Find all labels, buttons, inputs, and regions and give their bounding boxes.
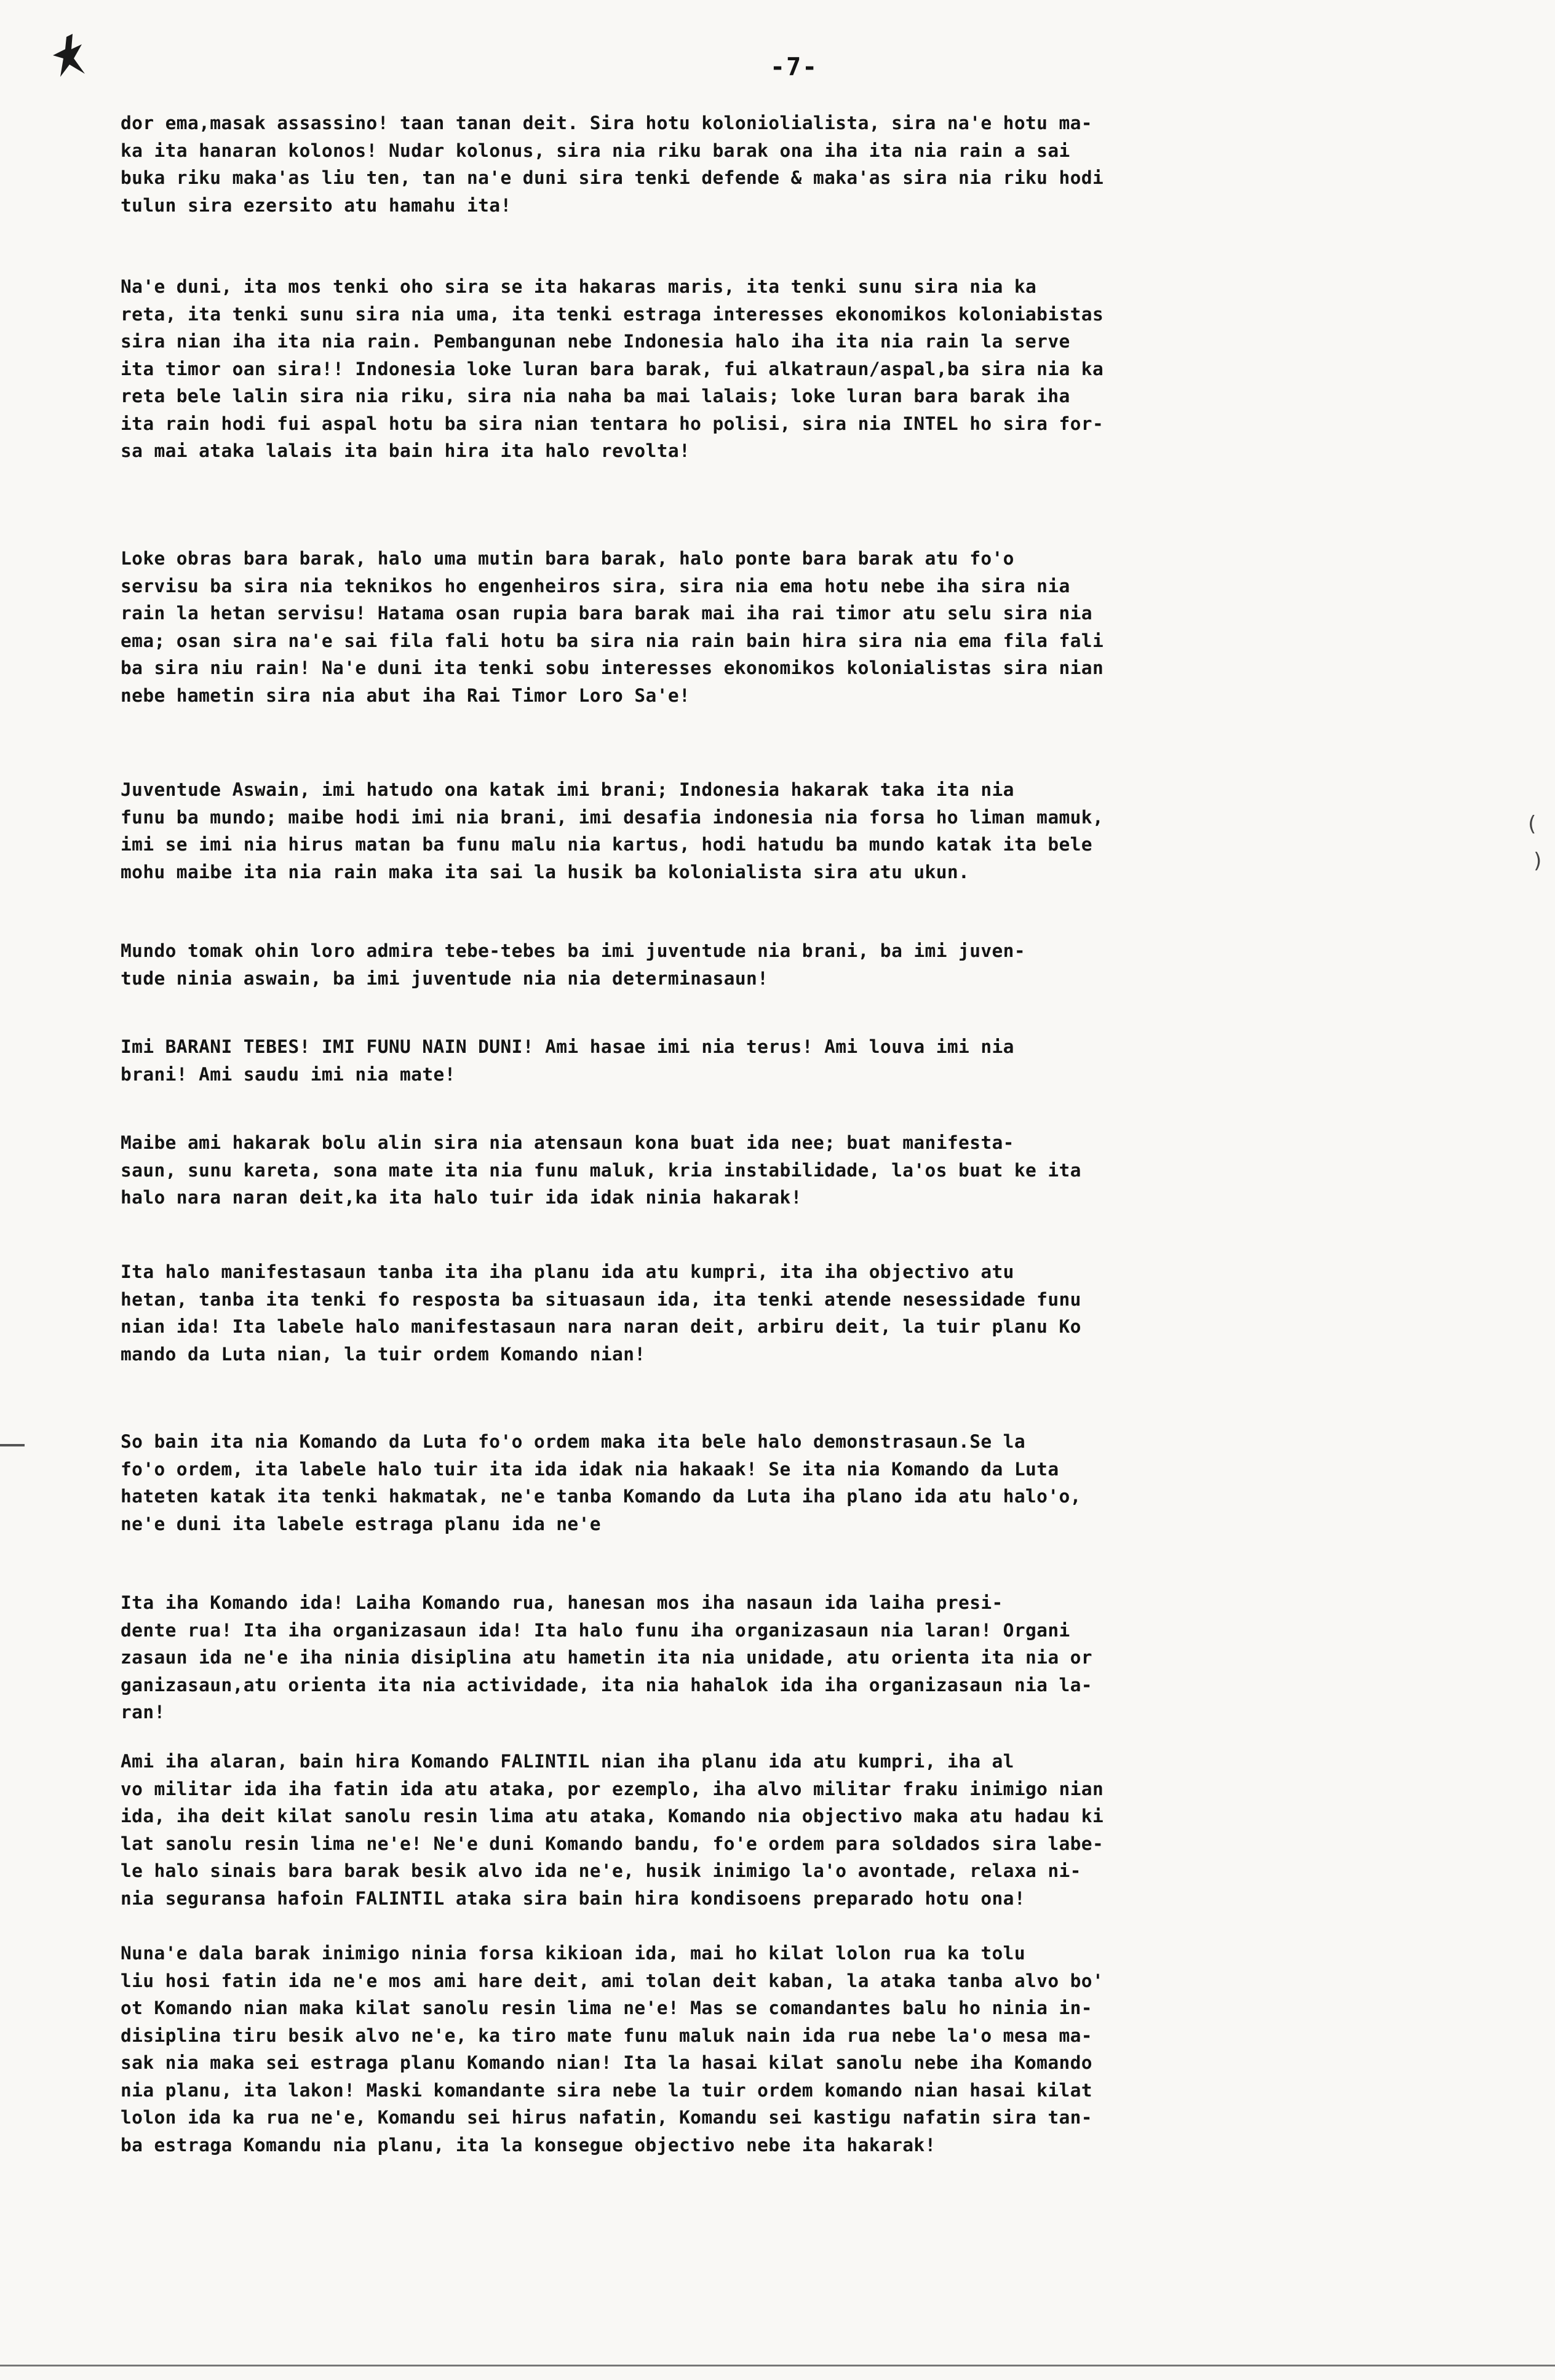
margin-paren-open: (	[1525, 812, 1538, 836]
paragraph-11: Ami iha alaran, bain hira Komando FALINTIL nian iha planu ida atu kumpri, iha al vo militar ida iha fatin ida atu ataka, por ezemplo, iha alvo militar fraku inimigo nian ida, iha deit kilat sanolu resin lima atu ataka, Komando nia objectivo maka atu hadau ki lat sanolu resin lima ne'e! Ne'e duni Komando bandu, fo'e ordem para soldados sira labe- le halo sinais bara barak besik alvo ida ne'e, husik inimigo la'o avontade, relaxa ni- nia seguransa hafoin FALINTIL ataka sira bain hira kondisoens preparado hotu ona!	[121, 1751, 1104, 1909]
paragraph-10: Ita iha Komando ida! Laiha Komando rua, hanesan mos iha nasaun ida laiha presi- dente rua! Ita iha organizasaun ida! Ita halo funu iha organizasaun nia laran! Organi zasaun ida ne'e iha ninia disiplina atu hametin ita nia unidade, atu orienta ita nia or ganizasaun,atu orienta ita nia actividade, ita nia hahalok ida iha organizasaun nia la- ran!	[121, 1592, 1092, 1723]
paragraph-1: dor ema,masak assassino! taan tanan deit. Sira hotu koloniolialista, sira na'e hotu ma- ka ita hanaran kolonos! Nudar kolonus, sira nia riku barak ona iha ita nia rain a sai buka riku maka'as liu ten, tan na'e duni sira tenki defende & maka'as sira nia riku hodi tulun sira ezersito atu hamahu ita!	[121, 113, 1104, 216]
paragraph-3: Loke obras bara barak, halo uma mutin bara barak, halo ponte bara barak atu fo'o servisu ba sira nia teknikos ho engenheiros sira, sira nia ema hotu nebe iha sira nia rain la hetan servisu! Hatama osan rupia bara barak mai iha rai timor atu selu sira nia ema; osan sira na'e sai fila fali hotu ba sira nia rain bain hira sira nia ema fila fali ba sira niu rain! Na'e duni ita tenki sobu interesses ekonomikos kolonialistas sira nian nebe hametin sira nia abut iha Rai Timor Loro Sa'e!	[121, 548, 1104, 706]
page-bottom-edge	[0, 2365, 1555, 2366]
paragraph-8: Ita halo manifestasaun tanba ita iha planu ida atu kumpri, ita iha objectivo atu hetan, tanba ita tenki fo resposta ba situasaun ida, ita tenki atende nesessidade funu nian ida! Ita labele halo manifestasaun nara naran deit, arbiru deit, la tuir planu Ko mando da Luta nian, la tuir ordem Komando nian!	[121, 1261, 1081, 1365]
paragraph-4: Juventude Aswain, imi hatudo ona katak imi brani; Indonesia hakarak taka ita nia funu ba mundo; maibe hodi imi nia brani, imi desafia indonesia nia forsa ho liman mamuk, imi se imi nia hirus matan ba funu malu nia kartus, hodi hatudu ba mundo katak ita bele mohu maibe ita nia rain maka ita sai la husik ba kolonialista sira atu ukun.	[121, 779, 1104, 883]
paragraph-5: Mundo tomak ohin loro admira tebe-tebes ba imi juventude nia brani, ba imi juven- tude ninia aswain, ba imi juventude nia nia determinasaun!	[121, 940, 1025, 989]
paragraph-7: Maibe ami hakarak bolu alin sira nia atensaun kona buat ida nee; buat manifesta- saun, sunu kareta, sona mate ita nia funu maluk, kria instabilidade, la'os buat ke ita halo nara naran deit,ka ita halo tuir ida idak ninia hakarak!	[121, 1132, 1081, 1208]
margin-tick	[0, 1444, 25, 1446]
paragraph-12: Nuna'e dala barak inimigo ninia forsa kikioan ida, mai ho kilat lolon rua ka tolu liu hosi fatin ida ne'e mos ami hare deit, ami tolan deit kaban, la ataka tanba alvo bo' ot Komando nian maka kilat sanolu resin lima ne'e! Mas se comandantes balu ho ninia in- disiplina tiru besik alvo ne'e, ka tiro mate funu maluk nain ida rua nebe la'o mesa ma- sak nia maka sei estraga planu Komando nian! Ita la hasai kilat sanolu nebe iha Komando nia planu, ita lakon! Maski komandante sira nebe la tuir ordem komando nian hasai kilat lolon ida ka rua ne'e, Komandu sei hirus nafatin, Komandu sei kastigu nafatin sira tan- ba estraga Komandu nia planu, ita la konsegue objectivo nebe ita hakarak!	[121, 1943, 1104, 2156]
ink-blot-mark	[48, 31, 91, 80]
margin-paren-close: )	[1532, 849, 1545, 873]
paragraph-9: So bain ita nia Komando da Luta fo'o ordem maka ita bele halo demonstrasaun.Se la fo'o ordem, ita labele halo tuir ita ida idak nia hakaak! Se ita nia Komando da Luta hateten katak ita tenki hakmatak, ne'e tanba Komando da Luta iha plano ida atu halo'o, ne'e duni ita labele estraga planu ida ne'e	[121, 1431, 1081, 1534]
paragraph-2: Na'e duni, ita mos tenki oho sira se ita hakaras maris, ita tenki sunu sira nia ka reta, ita tenki sunu sira nia uma, ita tenki estraga interesses ekonomikos koloniabistas sira nian iha ita nia rain. Pembangunan nebe Indonesia halo iha ita nia rain la serve ita timor oan sira!! Indonesia loke luran bara barak, fui alkatraun/aspal,ba sira nia ka reta bele lalin sira nia riku, sira nia naha ba mai lalais; loke luran bara barak iha ita rain hodi fui aspal hotu ba sira nian tentara ho polisi, sira nia INTEL ho sira for- sa mai ataka lalais ita bain hira ita halo revolta!	[121, 276, 1104, 461]
paragraph-6: Imi BARANI TEBES! IMI FUNU NAIN DUNI! Ami hasae imi nia terus! Ami louva imi nia brani! Ami saudu imi nia mate!	[121, 1036, 1014, 1085]
page-number: -7-	[770, 53, 819, 81]
